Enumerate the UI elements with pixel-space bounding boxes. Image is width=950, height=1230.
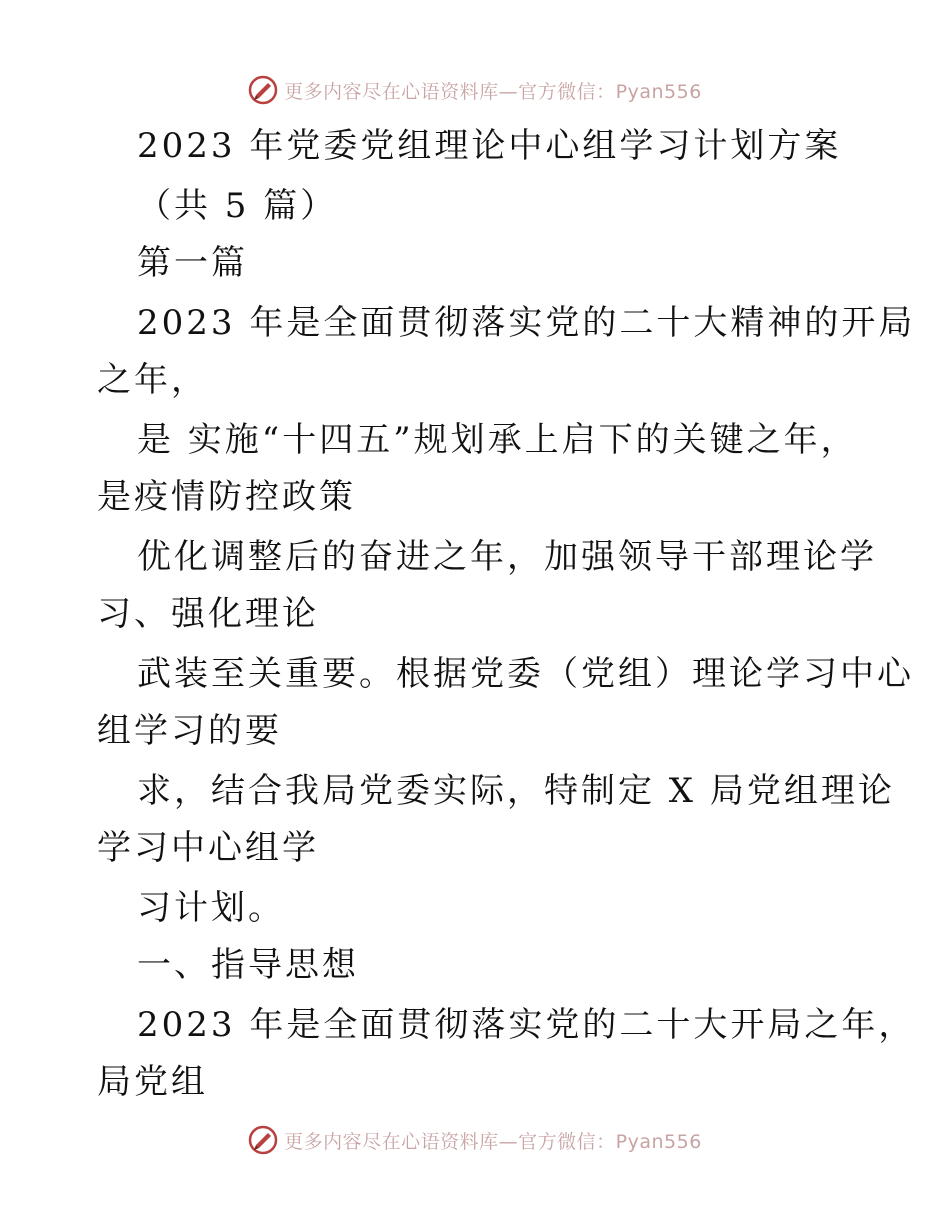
paragraph-line: 求，结合我局党委实际，特制定 X 局党组理论 [137, 771, 895, 811]
paragraph-line: 武装至关重要。根据党委（党组）理论学习中心 [137, 654, 914, 694]
document-title: 2023 年党委党组理论中心组学习计划方案 [137, 126, 842, 166]
paragraph-line: 局党组 [97, 1062, 208, 1102]
paragraph-line: 是 实施“十四五”规划承上启下的关键之年， [137, 420, 858, 460]
section-heading: 第一篇 [137, 243, 248, 283]
brand-logo-icon [248, 75, 278, 105]
paragraph-line: 习、强化理论 [97, 594, 319, 634]
watermark-text: 更多内容尽在心语资料库—官方微信：Pyan556 [284, 80, 702, 103]
paragraph-line: 优化调整后的奋进之年，加强领导干部理论学 [137, 537, 877, 577]
brand-logo-icon [248, 1125, 278, 1155]
paragraph-line: 习计划。 [137, 888, 285, 928]
paragraph-line: 是疫情防控政策 [97, 477, 356, 517]
paragraph-line: 2023 年是全面贯彻落实党的二十大精神的开局 [137, 303, 916, 343]
watermark-banner-bottom [0, 1120, 950, 1160]
paragraph-line: 组学习的要 [97, 711, 282, 751]
watermark-text: 更多内容尽在心语资料库—官方微信：Pyan556 [284, 1130, 702, 1153]
paragraph-line: 2023 年是全面贯彻落实党的二十大开局之年， [137, 1005, 916, 1045]
section-heading-guiding-ideology: 一、指导思想 [137, 945, 359, 985]
paragraph-line: 之年， [97, 360, 208, 400]
document-subtitle: （共 5 篇） [137, 186, 338, 226]
watermark-banner-top [0, 70, 950, 110]
paragraph-line: 学习中心组学 [97, 828, 319, 868]
